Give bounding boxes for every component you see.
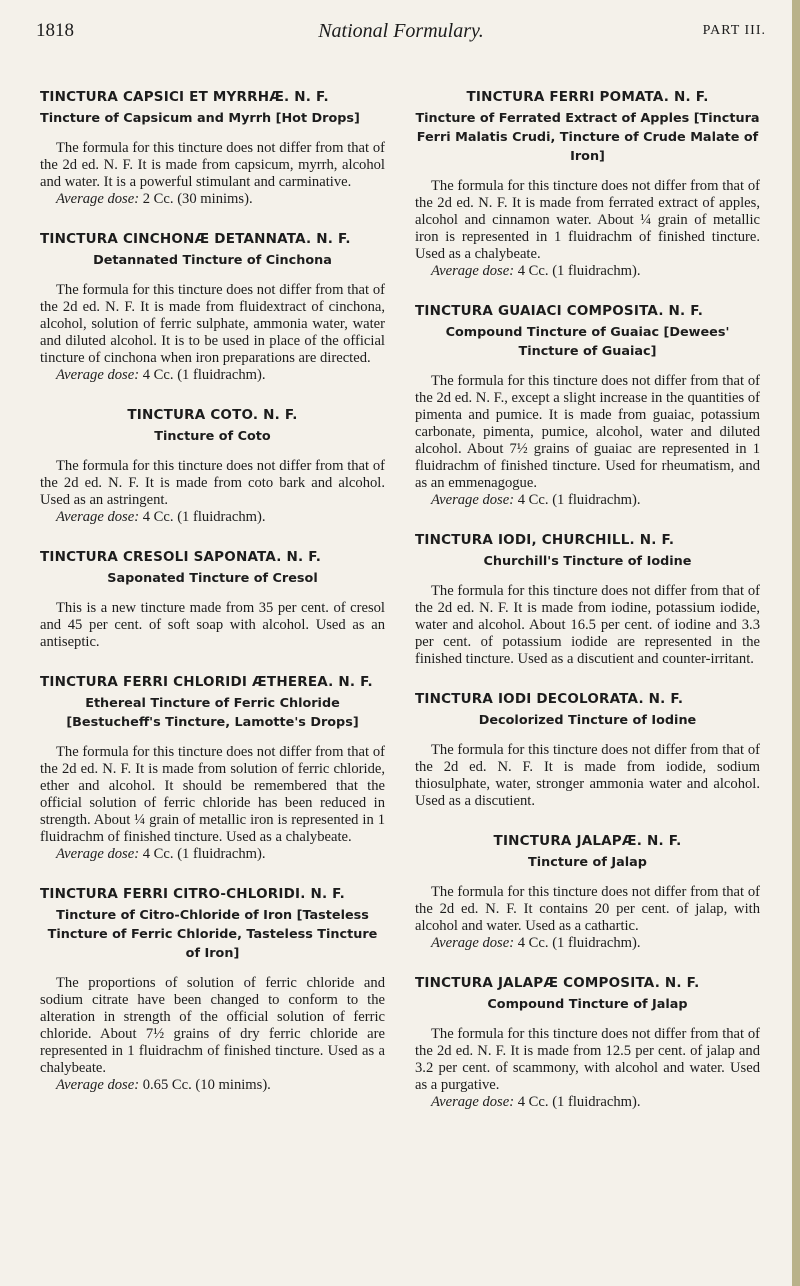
entry-heading: TINCTURA FERRI CHLORIDI ÆTHEREA. N. F. bbox=[40, 674, 373, 690]
running-title: National Formulary. bbox=[318, 20, 484, 42]
entry-dose bbox=[40, 509, 385, 526]
entry-body: This is a new tincture made from 35 per cent. of cresol and 45 per cent. of soft soap with alcohol. Used as an antiseptic. bbox=[40, 600, 385, 650]
entry-ferri-pomata bbox=[415, 88, 760, 280]
dose-value: 4 Cc. (1 fluidrachm). bbox=[142, 846, 266, 862]
dose-value: 2 Cc. (30 minims). bbox=[142, 191, 253, 207]
dose-value: 4 Cc. (1 fluidrachm). bbox=[517, 492, 641, 508]
entry-body: The formula for this tincture does not differ from that of the 2d ed. N. F. It is made from ferrated extract of apples, alcohol and cinnamon water. About ¼ grain of metallic iron is represented in 1 fluidrachm of finished tincture. Used as a chalybeate. bbox=[415, 178, 760, 262]
entry-heading: TINCTURA GUAIACI COMPOSITA. N. F. bbox=[415, 303, 704, 319]
entry-dose bbox=[40, 191, 385, 208]
entry-cinchonae-detannata bbox=[40, 230, 385, 384]
entry-capsici-myrrhae bbox=[40, 88, 385, 208]
page-edge bbox=[792, 0, 800, 1286]
entry-subheading: Tincture of Coto bbox=[154, 429, 271, 444]
entry-heading: TINCTURA IODI, CHURCHILL. N. F. bbox=[415, 532, 675, 548]
dose-value: 4 Cc. (1 fluidrachm). bbox=[517, 263, 641, 279]
entry-subheading: Compound Tincture of Jalap bbox=[487, 997, 688, 1012]
dose-label: Average dose: bbox=[431, 1094, 515, 1110]
dose-label: Average dose: bbox=[431, 492, 515, 508]
entry-iodi-decolorata bbox=[415, 690, 760, 810]
part-label: PART III. bbox=[702, 23, 766, 38]
entry-subheading: Tincture of Citro-Chloride of Iron [Tasteless Tincture of Ferric Chloride, Tasteless Tincture of Iron] bbox=[47, 908, 378, 961]
dose-value: 4 Cc. (1 fluidrachm). bbox=[142, 509, 266, 525]
entry-cresoli-saponata bbox=[40, 548, 385, 651]
entry-heading: TINCTURA CINCHONÆ DETANNATA. N. F. bbox=[40, 231, 351, 247]
entry-subheading: Tincture of Ferrated Extract of Apples [Tinctura Ferri Malatis Crudi, Tincture of Crude Malate of Iron] bbox=[415, 111, 760, 164]
dose-label: Average dose: bbox=[431, 263, 515, 279]
left-column bbox=[40, 88, 385, 1116]
entry-body: The formula for this tincture does not differ from that of the 2d ed. N. F. It is made from fluidextract of cinchona, alcohol, solution of ferric sulphate, ammonia water, water and diluted alcohol. It is to be used in place of the official tincture of cinchona when iron preparations are directed. bbox=[40, 282, 385, 366]
entry-body: The formula for this tincture does not differ from that of the 2d ed. N. F. It is made from capsicum, myrrh, alcohol and water. It is a powerful stimulant and carminative. bbox=[40, 140, 385, 190]
entry-heading: TINCTURA COTO. N. F. bbox=[127, 407, 298, 423]
dose-label: Average dose: bbox=[56, 846, 140, 862]
dose-label: Average dose: bbox=[431, 935, 515, 951]
entry-heading: TINCTURA CRESOLI SAPONATA. N. F. bbox=[40, 549, 322, 565]
entry-body: The formula for this tincture does not differ from that of the 2d ed. N. F. It is made from iodide, sodium thiosulphate, water, stronger ammonia water and alcohol. Used as a discutient. bbox=[415, 742, 760, 809]
entry-heading: TINCTURA JALAPÆ. N. F. bbox=[493, 833, 682, 849]
dose-label: Average dose: bbox=[56, 509, 140, 525]
entry-heading: TINCTURA CAPSICI ET MYRRHÆ. N. F. bbox=[40, 89, 329, 105]
entry-subheading: Saponated Tincture of Cresol bbox=[107, 571, 318, 586]
entry-subheading: Detannated Tincture of Cinchona bbox=[93, 253, 332, 268]
entry-dose bbox=[40, 846, 385, 863]
dose-value: 4 Cc. (1 fluidrachm). bbox=[517, 1094, 641, 1110]
entry-subheading: Tincture of Capsicum and Myrrh [Hot Drops] bbox=[40, 111, 360, 126]
entry-coto bbox=[40, 406, 385, 526]
running-head bbox=[36, 20, 766, 44]
entry-body: The formula for this tincture does not differ from that of the 2d ed. N. F., except a slight increase in the quantities of pimenta and pumice. It is made from guaiac, potassium carbonate, pimenta, pumice, alcohol, water and diluted alcohol. About 7½ grains of guaiac are represented in 1 fluidrachm of finished tincture. Used for rheumatism, and as an emmenagogue. bbox=[415, 373, 760, 491]
entry-ferri-chloridi-aetherea bbox=[40, 673, 385, 863]
dose-label: Average dose: bbox=[56, 191, 140, 207]
dose-value: 0.65 Cc. (10 minims). bbox=[142, 1077, 271, 1093]
entry-body: The formula for this tincture does not differ from that of the 2d ed. N. F. It is made from 12.5 per cent. of jalap and 3.2 per cent. of scammony, with alcohol and water. Used as a purgative. bbox=[415, 1026, 760, 1093]
entry-jalapae bbox=[415, 832, 760, 952]
page-number: 1818 bbox=[36, 20, 74, 41]
dose-label: Average dose: bbox=[56, 1077, 140, 1093]
entry-dose bbox=[415, 935, 760, 952]
entry-body: The formula for this tincture does not differ from that of the 2d ed. N. F. It contains 20 per cent. of jalap, with alcohol and water. Used as a cathartic. bbox=[415, 884, 760, 934]
dose-value: 4 Cc. (1 fluidrachm). bbox=[517, 935, 641, 951]
entry-jalapae-composita bbox=[415, 974, 760, 1111]
right-column bbox=[415, 88, 760, 1133]
entry-heading: TINCTURA FERRI CITRO-CHLORIDI. N. F. bbox=[40, 886, 345, 902]
entry-dose bbox=[40, 1077, 385, 1094]
entry-heading: TINCTURA JALAPÆ COMPOSITA. N. F. bbox=[415, 975, 700, 991]
entry-dose bbox=[40, 367, 385, 384]
entry-dose bbox=[415, 1094, 760, 1111]
entry-ferri-citro-chloridi bbox=[40, 885, 385, 1094]
entry-heading: TINCTURA IODI DECOLORATA. N. F. bbox=[415, 691, 684, 707]
entry-subheading: Compound Tincture of Guaiac [Dewees' Tincture of Guaiac] bbox=[445, 325, 730, 359]
entry-subheading: Churchill's Tincture of Iodine bbox=[483, 554, 692, 569]
entry-body: The formula for this tincture does not differ from that of the 2d ed. N. F. It is made from solution of ferric chloride, ether and alcohol. It should be remembered that the official solution of ferric chloride has been reduced in strength. About ¼ grain of metallic iron is represented in 1 fluidrachm of finished tincture. Used as a chalybeate. bbox=[40, 744, 385, 845]
entry-body: The formula for this tincture does not differ from that of the 2d ed. N. F. It is made from coto bark and alcohol. Used as an astringent. bbox=[40, 458, 385, 508]
entry-heading: TINCTURA FERRI POMATA. N. F. bbox=[466, 89, 709, 105]
dose-value: 4 Cc. (1 fluidrachm). bbox=[142, 367, 266, 383]
entry-dose bbox=[415, 492, 760, 509]
entry-subheading: Tincture of Jalap bbox=[528, 855, 647, 870]
entry-subheading: Ethereal Tincture of Ferric Chloride [Bestucheff's Tincture, Lamotte's Drops] bbox=[66, 696, 359, 730]
entry-body: The proportions of solution of ferric chloride and sodium citrate have been changed to conform to the alteration in strength of the official solution of ferric chloride. About 7½ grains of dry ferric chloride are represented in 1 fluidrachm of finished tincture. Used as a chalybeate. bbox=[40, 975, 385, 1076]
entry-dose bbox=[415, 263, 760, 280]
entry-body: The formula for this tincture does not differ from that of the 2d ed. N. F. It is made from iodine, potassium iodide, water and alcohol. About 16.5 per cent. of iodine and 3.3 per cent. of potassium iodide are represented in the finished tincture. Used as a discutient and counter-irritant. bbox=[415, 583, 760, 667]
entry-subheading: Decolorized Tincture of Iodine bbox=[478, 713, 697, 728]
dose-label: Average dose: bbox=[56, 367, 140, 383]
entry-guaiaci-composita bbox=[415, 302, 760, 509]
entry-iodi-churchill bbox=[415, 531, 760, 668]
